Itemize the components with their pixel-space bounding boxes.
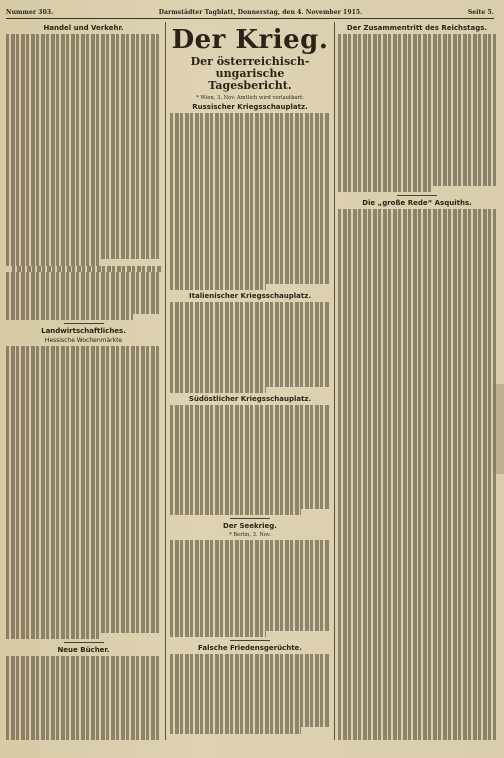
article-body (170, 405, 330, 515)
article-body (170, 113, 330, 290)
section-divider (397, 195, 437, 196)
article-body (338, 34, 496, 192)
section-divider (64, 642, 104, 643)
article-body (6, 346, 161, 639)
section-title-reichstag: Der Zusammentritt des Reichstags. (346, 24, 488, 32)
column-rule (165, 22, 166, 740)
article-body (170, 540, 330, 638)
section-subtitle-wochenmaerkte: Hessische Wochenmärkte (44, 337, 123, 345)
text-line (6, 314, 133, 320)
section-title-suedoestlich: Südöstlicher Kriegsschauplatz. (188, 395, 312, 404)
archive-stamp-strip (494, 384, 504, 474)
article-body (170, 302, 330, 393)
text-line (170, 727, 301, 733)
text-line (170, 284, 266, 290)
headline-der-krieg: Der Krieg. (171, 25, 329, 55)
page-side-label: Seite 5. (467, 8, 494, 16)
section-divider (64, 323, 104, 324)
column-right (338, 22, 496, 740)
article-body (6, 34, 161, 320)
section-title-italienisch: Italienischer Kriegsschauplatz. (189, 291, 311, 300)
section-title-handel: Handel und Verkehr. (43, 24, 124, 32)
section-title-landwirtschaft: Landwirtschaftliches. (41, 327, 126, 336)
section-title-russisch: Russischer Kriegsschauplatz. (192, 103, 308, 111)
article-body (170, 654, 330, 733)
newspaper-masthead-line: Darmstädter Tagblatt, Donnerstag, den 4. November 1915. (158, 8, 363, 16)
text-line (170, 387, 266, 393)
page-number-label: Nummer 303. (6, 8, 54, 16)
section-title-buecher: Neue Bücher. (57, 645, 110, 654)
section-title-asquith: Die „große Rede“ Asquiths. (362, 199, 472, 208)
section-title-friedensgeruechte: Falsche Friedensgerüchte. (198, 644, 302, 653)
page-header (6, 6, 494, 19)
section-title-seekrieg: Der Seekrieg. (223, 521, 277, 530)
section-divider (230, 518, 270, 519)
column-center (170, 22, 330, 740)
article-body (6, 656, 161, 740)
column-left (6, 22, 161, 740)
dateline: * Wien, 3. Nov. Amtlich wird verlautbart: (196, 95, 304, 101)
subheadline-tagesbericht: Der österreichisch-ungarische Tagesbericht. (190, 55, 310, 92)
dateline: * Berlin, 3. Nov. (229, 531, 271, 538)
article-body (338, 209, 496, 740)
text-line (338, 186, 433, 192)
text-line (170, 631, 266, 637)
section-divider (230, 640, 270, 641)
column-rule (334, 22, 335, 740)
text-line (6, 735, 161, 740)
text-line (6, 633, 99, 639)
text-line (170, 509, 301, 515)
